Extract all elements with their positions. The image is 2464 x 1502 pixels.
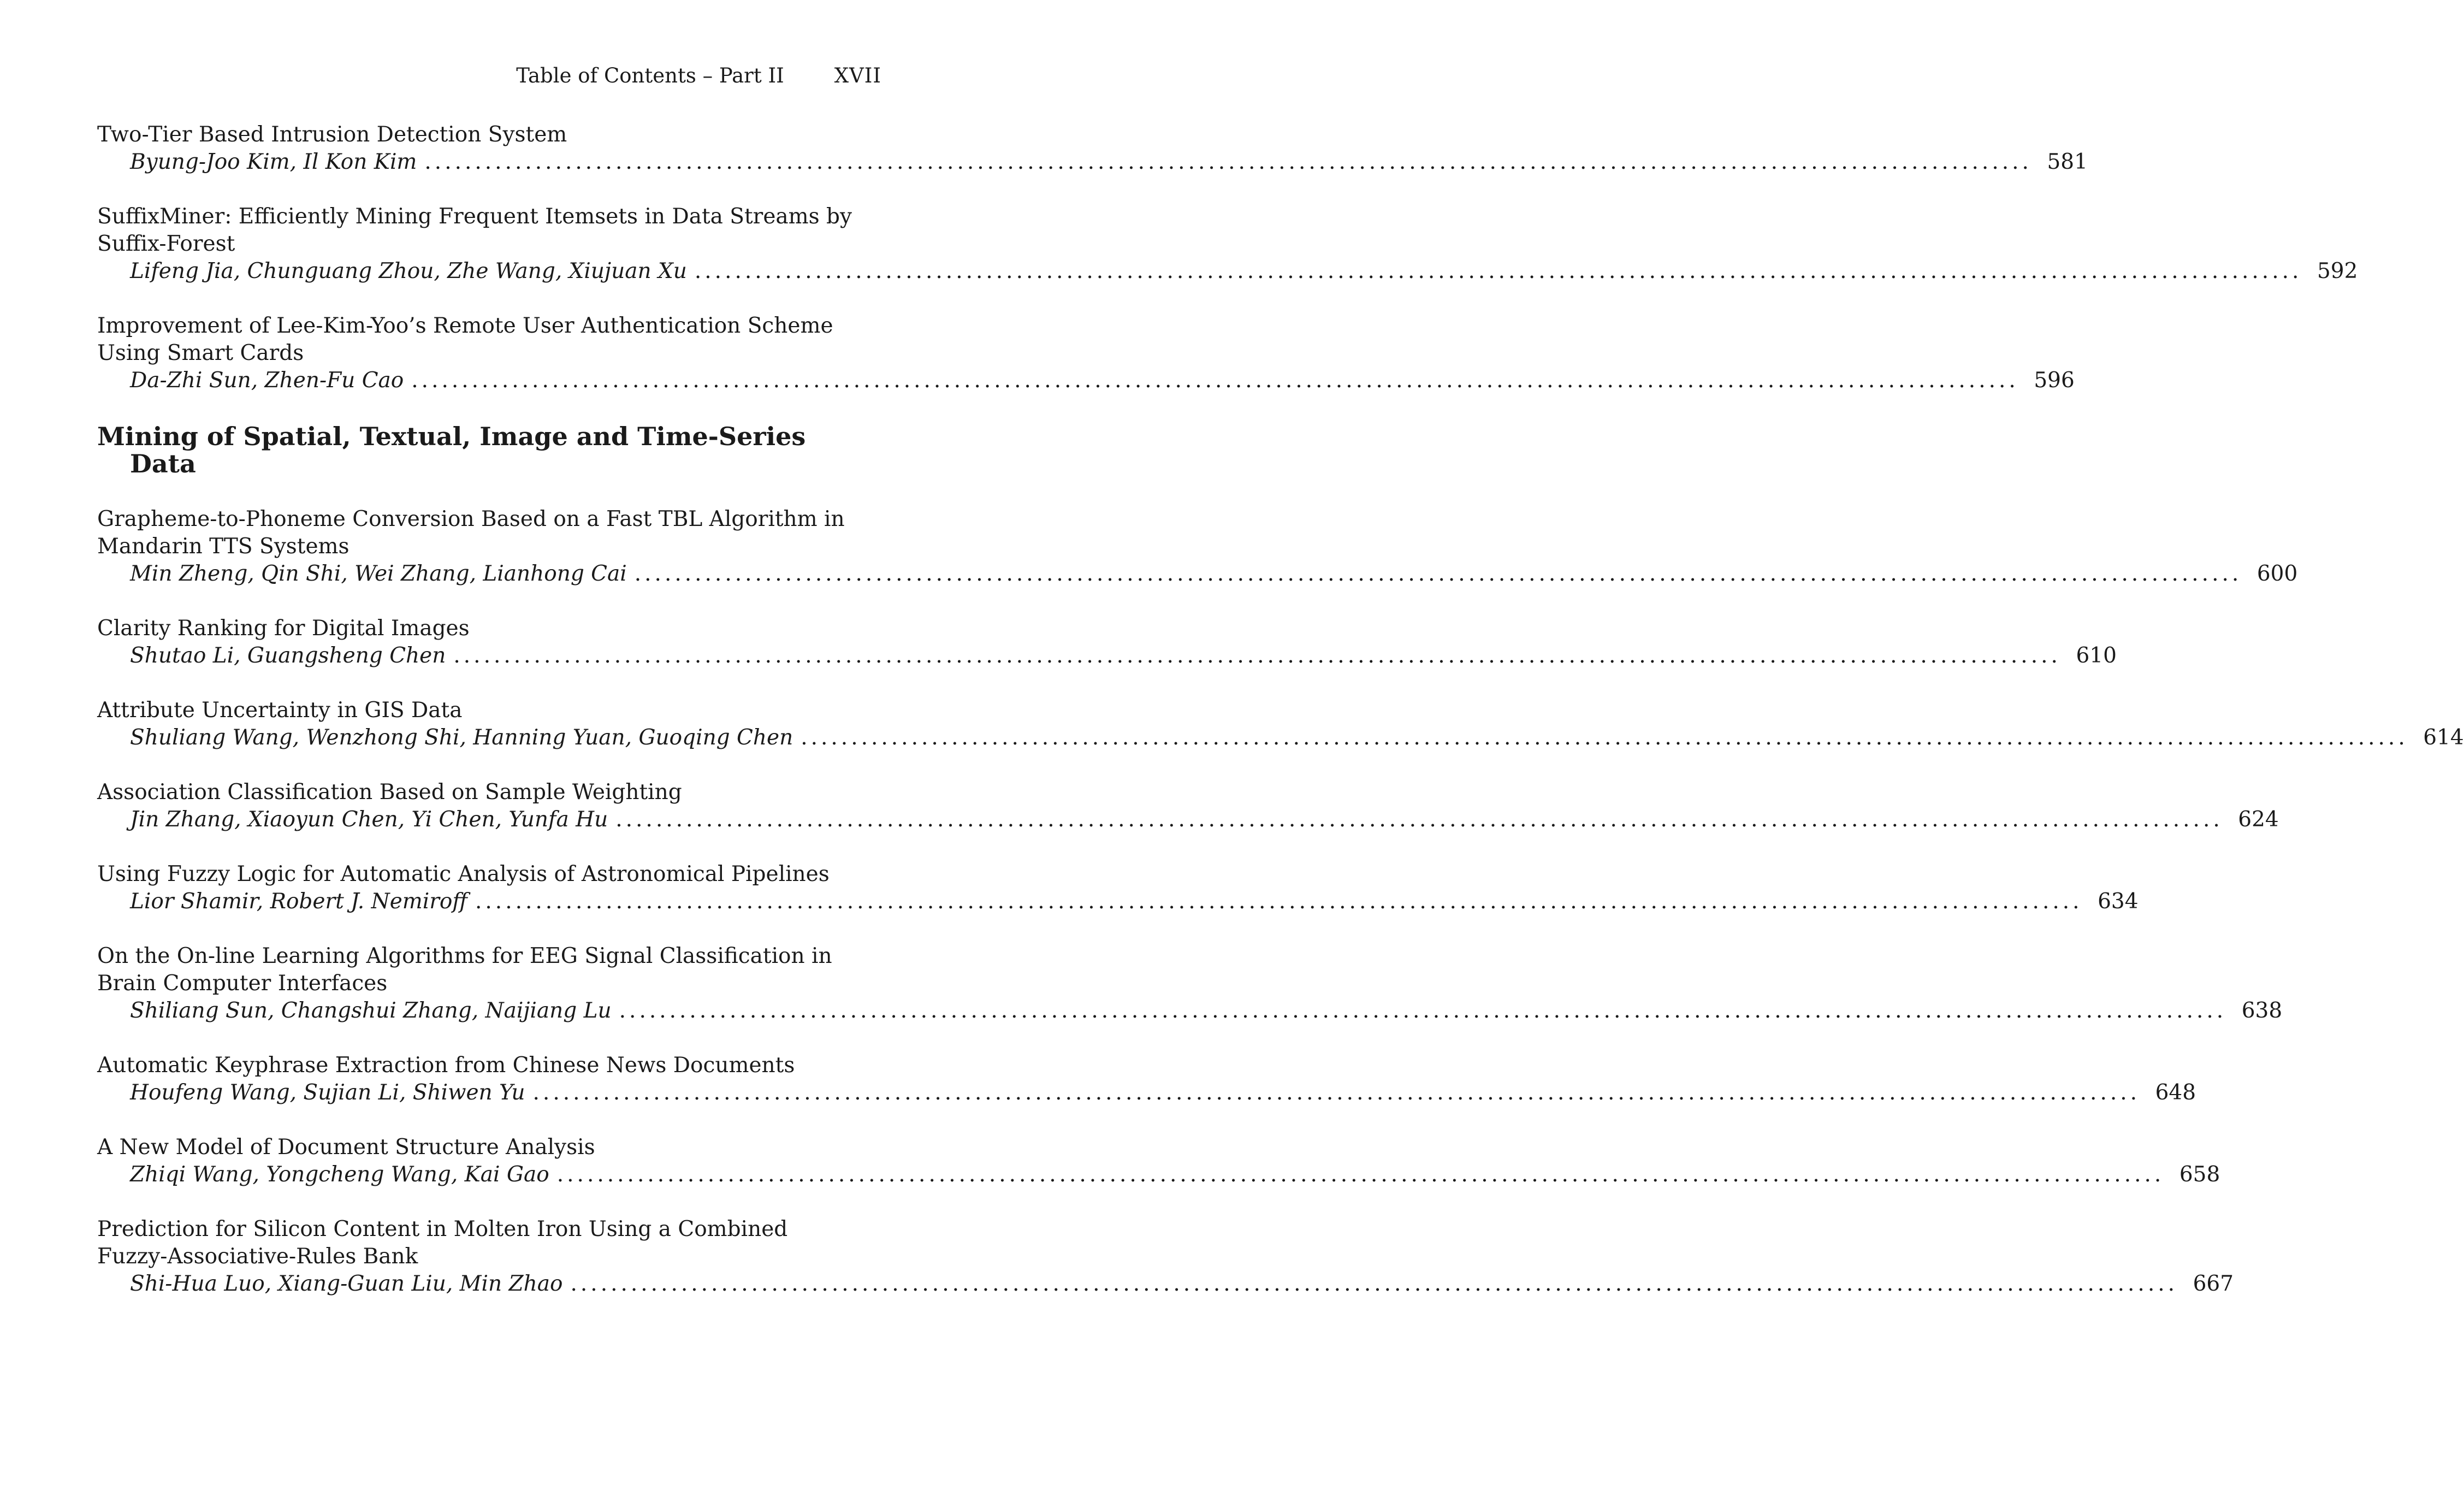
- table-of-contents: [97, 121, 2464, 1325]
- entry-title-line: On the On-line Learning Algorithms for EEG Signal Classification in: [97, 944, 832, 968]
- dot-leader: ................................................................................................................................................................: [532, 1080, 2141, 1105]
- entry-authors: Min Zheng, Qin Shi, Wei Zhang, Lianhong Cai: [130, 561, 627, 586]
- toc-entry: [97, 861, 2139, 915]
- entry-page-number: 614: [2423, 725, 2464, 750]
- entry-title-line: Mandarin TTS Systems: [97, 534, 350, 559]
- toc-entry: [97, 615, 2117, 670]
- dot-leader: ................................................................................................................................................................: [453, 643, 2061, 668]
- dot-leader: ................................................................................................................................................................: [619, 998, 2227, 1023]
- entry-author-line: [97, 1270, 2234, 1298]
- entry-title-line: Using Smart Cards: [97, 341, 304, 365]
- toc-entry: [97, 779, 2279, 833]
- section-heading-line-2: Data: [130, 449, 196, 478]
- entry-title-line: Fuzzy-Associative-Rules Bank: [97, 1244, 418, 1269]
- entry-page-number: 638: [2241, 998, 2283, 1023]
- entry-title-line: Clarity Ranking for Digital Images: [97, 616, 470, 641]
- entry-page-number: 634: [2098, 889, 2139, 914]
- entry-title-line: Suffix-Forest: [97, 232, 235, 256]
- entry-page-number: 581: [2047, 150, 2088, 174]
- dot-leader: ................................................................................................................................................................: [411, 368, 2019, 393]
- dot-leader: ................................................................................................................................................................: [475, 889, 2083, 914]
- entry-authors: Shiliang Sun, Changshui Zhang, Naijiang Lu: [130, 998, 612, 1023]
- toc-entry: [97, 506, 2298, 588]
- toc-group-before-section: [97, 121, 2358, 394]
- running-head: [97, 61, 881, 90]
- entry-title-line: Two-Tier Based Intrusion Detection System: [97, 122, 567, 147]
- section-heading: [97, 423, 881, 477]
- dot-leader: ................................................................................................................................................................: [570, 1272, 2178, 1296]
- entry-authors: Shuliang Wang, Wenzhong Shi, Hanning Yuan, Guoqing Chen: [130, 725, 793, 750]
- page-number: XVII: [834, 63, 881, 87]
- entry-author-line: [97, 367, 2075, 394]
- toc-entry: [97, 1052, 2196, 1107]
- entry-authors: Shi-Hua Luo, Xiang-Guan Liu, Min Zhao: [130, 1272, 563, 1296]
- entry-author-line: [97, 888, 2139, 915]
- entry-title-line: Association Classification Based on Sample Weighting: [97, 780, 682, 805]
- toc-entry: [97, 203, 2358, 285]
- entry-title-line: Attribute Uncertainty in GIS Data: [97, 698, 463, 723]
- entry-author-line: [97, 1079, 2196, 1107]
- entry-title-line: A New Model of Document Structure Analysis: [97, 1135, 595, 1160]
- dot-leader: ................................................................................................................................................................: [801, 725, 2408, 750]
- running-title: Table of Contents – Part II: [516, 63, 784, 87]
- section-heading-line-1: Mining of Spatial, Textual, Image and Time-Series: [97, 422, 806, 451]
- entry-authors: Jin Zhang, Xiaoyun Chen, Yi Chen, Yunfa Hu: [130, 807, 608, 832]
- toc-entry: [97, 1216, 2234, 1298]
- toc-group-after-section: [97, 506, 2464, 1298]
- entry-page-number: 667: [2193, 1272, 2234, 1296]
- entry-page-number: 610: [2076, 643, 2117, 668]
- entry-author-line: [97, 724, 2464, 752]
- entry-title-line: Automatic Keyphrase Extraction from Chinese News Documents: [97, 1053, 795, 1078]
- entry-author-line: [97, 258, 2358, 285]
- dot-leader: ................................................................................................................................................................: [424, 150, 2032, 174]
- entry-authors: Da-Zhi Sun, Zhen-Fu Cao: [130, 368, 404, 393]
- entry-title-line: Improvement of Lee-Kim-Yoo’s Remote User Authentication Scheme: [97, 314, 833, 338]
- dot-leader: ................................................................................................................................................................: [556, 1162, 2165, 1187]
- entry-title-line: Grapheme-to-Phoneme Conversion Based on a Fast TBL Algorithm in: [97, 507, 845, 531]
- entry-author-line: [97, 997, 2283, 1025]
- dot-leader: ................................................................................................................................................................: [634, 561, 2242, 586]
- entry-author-line: [97, 149, 2088, 176]
- toc-entry: [97, 1134, 2220, 1188]
- dot-leader: ................................................................................................................................................................: [615, 807, 2223, 832]
- entry-page-number: 648: [2155, 1080, 2196, 1105]
- dot-leader: ................................................................................................................................................................: [694, 259, 2302, 283]
- toc-entry: [97, 121, 2088, 176]
- entry-author-line: [97, 642, 2117, 670]
- toc-entry: [97, 312, 2075, 394]
- entry-author-line: [97, 806, 2279, 833]
- entry-title-line: SuffixMiner: Efficiently Mining Frequent Itemsets in Data Streams by: [97, 204, 852, 229]
- entry-authors: Lifeng Jia, Chunguang Zhou, Zhe Wang, Xiujuan Xu: [130, 259, 687, 283]
- entry-page-number: 624: [2238, 807, 2279, 832]
- entry-page-number: 592: [2317, 259, 2358, 283]
- entry-page-number: 600: [2256, 561, 2298, 586]
- entry-authors: Lior Shamir, Robert J. Nemiroff: [130, 889, 468, 914]
- toc-entry: [97, 943, 2283, 1025]
- entry-authors: Houfeng Wang, Sujian Li, Shiwen Yu: [130, 1080, 525, 1105]
- entry-page-number: 596: [2034, 368, 2075, 393]
- entry-title-line: Prediction for Silicon Content in Molten Iron Using a Combined: [97, 1217, 788, 1241]
- entry-author-line: [97, 560, 2298, 588]
- entry-authors: Zhiqi Wang, Yongcheng Wang, Kai Gao: [130, 1162, 549, 1187]
- toc-entry: [97, 697, 2464, 752]
- entry-author-line: [97, 1161, 2220, 1188]
- entry-title-line: Brain Computer Interfaces: [97, 971, 388, 996]
- entry-title-line: Using Fuzzy Logic for Automatic Analysis of Astronomical Pipelines: [97, 862, 830, 886]
- entry-authors: Shutao Li, Guangsheng Chen: [130, 643, 446, 668]
- entry-authors: Byung-Joo Kim, Il Kon Kim: [130, 150, 417, 174]
- entry-page-number: 658: [2179, 1162, 2220, 1187]
